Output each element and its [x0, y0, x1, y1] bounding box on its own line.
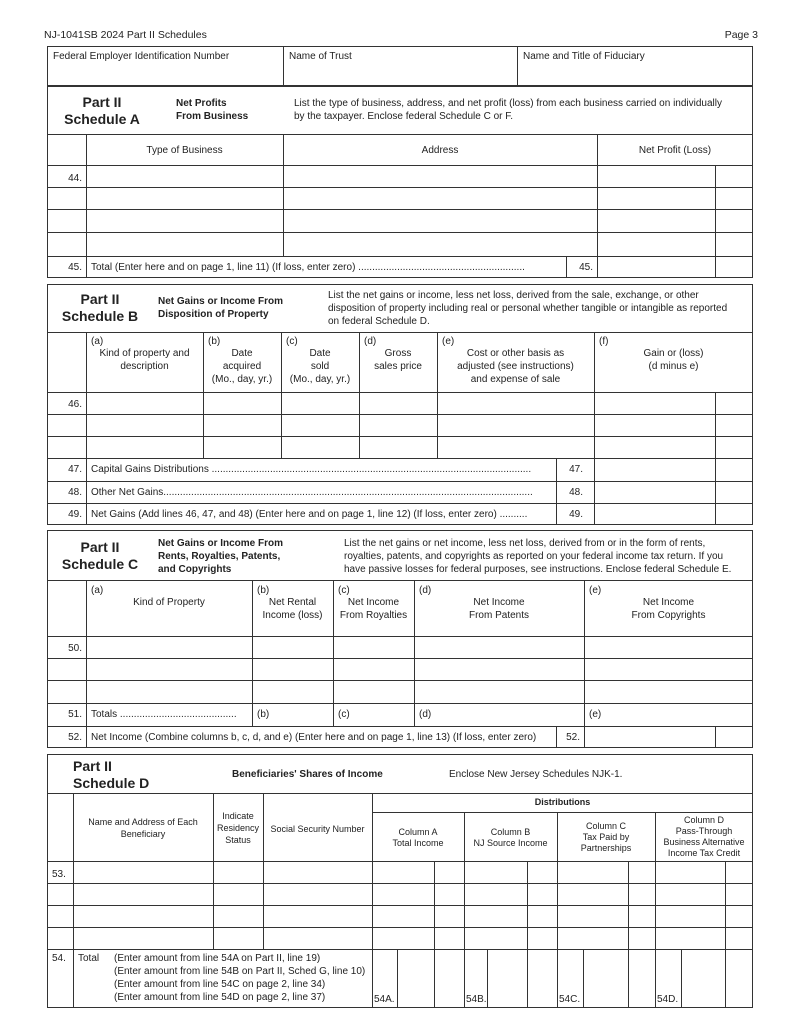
sc-col-a-l1: Kind of Property [133, 597, 205, 608]
schedule-a-part: Part II [82, 94, 122, 110]
col-b-l1: Column B [490, 827, 531, 837]
line-47-text: Capital Gains Distributions ................................................................................................................... [91, 464, 532, 475]
sc-col-d-l1: Net Income [473, 597, 525, 608]
sc-col-a-letter: (a) [91, 585, 104, 596]
line-48-text: Other Net Gains..................................................................................................................................... [91, 487, 533, 498]
line-53-number: 53. [52, 869, 66, 880]
col-d-letter: (d) [364, 336, 377, 347]
line-51-e: (e) [589, 709, 602, 720]
col-residency-l1: Indicate [222, 811, 254, 821]
sc-col-c-letter: (c) [338, 585, 350, 596]
col-c-l2: sold [310, 361, 330, 372]
line-47-ref: 47. [569, 464, 583, 475]
line-48-number: 48. [68, 487, 82, 498]
line-52-ref: 52. [566, 732, 580, 743]
line-53-name-input[interactable] [75, 863, 211, 882]
col-b-l1: Date [231, 348, 253, 359]
line-54-total: Total [78, 953, 100, 964]
line-51-b: (b) [257, 709, 270, 720]
schedule-d-note: Enclose New Jersey Schedules NJK-1. [449, 769, 623, 780]
col-f-l1: Gain or (loss) [643, 348, 704, 359]
trust-name-label: Name of Trust [289, 51, 352, 62]
sc-col-e-letter: (e) [589, 585, 602, 596]
schedule-c-desc-1: List the net gains or net income, less net loss, derived from or in the form of rents, [344, 538, 706, 549]
col-c-l2: Tax Paid by [582, 832, 630, 842]
schedule-c-part: Part II [80, 539, 120, 555]
schedule-c-subtitle-1: Net Gains or Income From [158, 538, 284, 549]
line-54d-input[interactable] [683, 951, 724, 1006]
ref-54d: 54D. [657, 994, 679, 1005]
line-54c-input[interactable] [585, 951, 627, 1006]
col-d-l1: Column D [683, 815, 724, 825]
col-e-l1: Cost or other basis as [466, 348, 565, 359]
col-c-l3: (Mo., day, yr.) [289, 374, 351, 385]
line-45-number: 45. [68, 262, 82, 273]
col-residency-l2: Residency [216, 823, 260, 833]
col-c-letter: (c) [286, 336, 298, 347]
col-f-l2: (d minus e) [648, 361, 699, 372]
fein-input[interactable] [50, 64, 280, 84]
col-a-l2: Total Income [392, 838, 444, 848]
line-50-input[interactable] [88, 638, 250, 657]
distributions-header: Distributions [534, 797, 591, 807]
col-b-l3: (Mo., day, yr.) [211, 374, 273, 385]
col-f-letter: (f) [599, 336, 609, 347]
col-type-of-business: Type of Business [146, 145, 223, 156]
line-49-ref: 49. [569, 509, 583, 520]
ref-54c: 54C. [559, 994, 581, 1005]
col-a-l2: description [120, 361, 169, 372]
line-52-number: 52. [68, 732, 82, 743]
schedule-a-title: Schedule A [64, 111, 140, 127]
sc-col-c-l1: Net Income [347, 597, 400, 608]
col-e-l2: adjusted (see instructions) [457, 361, 574, 372]
sc-col-d-l2: From Patents [468, 610, 530, 621]
schedule-b-part: Part II [80, 291, 120, 307]
col-c-l3: Partnerships [580, 843, 632, 853]
line-51-number: 51. [68, 709, 82, 720]
fiduciary-label: Name and Title of Fiduciary [523, 51, 645, 62]
line-52-text: Net Income (Combine columns b, c, d, and e) (Enter here and on page 1, line 13) (If loss, enter zero) [91, 732, 537, 743]
line-46-number: 46. [68, 399, 82, 410]
line-50-number: 50. [68, 643, 82, 654]
line-48-ref: 48. [569, 487, 583, 498]
schedule-b-subtitle-2: Disposition of Property [158, 309, 269, 320]
schedule-c-title: Schedule C [61, 556, 139, 572]
col-d-l2: Pass-Through [675, 826, 733, 836]
schedule-d-title: Schedule D [73, 775, 150, 791]
line-45-input[interactable] [599, 258, 713, 277]
line-54a-input[interactable] [399, 951, 433, 1006]
form-id: NJ-1041SB 2024 Part II Schedules [44, 29, 207, 41]
line-46-input[interactable] [88, 394, 201, 413]
fein-label: Federal Employer Identification Number [53, 51, 230, 62]
col-a-l1: Kind of property and [99, 348, 190, 359]
ref-54b: 54B. [466, 994, 487, 1005]
fiduciary-input[interactable] [520, 64, 750, 84]
sc-col-b-letter: (b) [257, 585, 270, 596]
sc-col-c-l2: From Royalties [339, 610, 408, 621]
line-47-input[interactable] [596, 460, 713, 479]
line-49-text: Net Gains (Add lines 46, 47, and 48) (Enter here and on page 1, line 12) (If loss, enter zero) .......... [91, 509, 528, 520]
col-a-letter: (a) [91, 336, 104, 347]
line-47-number: 47. [68, 464, 82, 475]
col-e-l3: and expense of sale [470, 374, 561, 385]
col-c-l1: Column C [585, 821, 626, 831]
line-52-input[interactable] [586, 728, 713, 747]
col-a-l1: Column A [398, 827, 438, 837]
sc-col-d-letter: (d) [419, 585, 432, 596]
line-54b-input[interactable] [489, 951, 526, 1006]
sc-col-b-l2: Income (loss) [262, 610, 323, 621]
schedule-a-subtitle-1: Net Profits [176, 98, 227, 109]
schedule-c-subtitle-3: and Copyrights [158, 564, 232, 575]
schedule-c-desc-2: royalties, patents, and copyrights as reported on your federal income tax return. If you [344, 551, 724, 562]
line-54-text-3: (Enter amount from line 54C on page 2, line 34) [114, 979, 326, 990]
ref-54a: 54A. [374, 994, 395, 1005]
col-address: Address [421, 145, 459, 156]
schedule-b-title: Schedule B [61, 308, 139, 324]
line-53-ssn-input[interactable] [265, 863, 370, 882]
col-b-l2: NJ Source Income [473, 838, 548, 848]
schedule-b-desc-3: on federal Schedule D. [328, 316, 430, 327]
col-b-l2: acquired [222, 361, 262, 372]
col-net-profit: Net Profit (Loss) [638, 145, 712, 156]
line-44-profit-input[interactable] [599, 167, 713, 186]
line-51-d: (d) [419, 709, 432, 720]
page-number: Page 3 [724, 29, 758, 41]
schedule-d-part: Part II [73, 758, 112, 774]
line-53-residency-input[interactable] [215, 863, 261, 882]
schedule-b-desc-1: List the net gains or income, less net loss, derived from the sale, exchange, or other [328, 290, 699, 301]
line-44-number: 44. [68, 173, 82, 184]
col-residency-l3: Status [225, 835, 251, 845]
trust-name-input[interactable] [286, 64, 514, 84]
line-48-input[interactable] [596, 483, 713, 502]
schedule-a-desc-1: List the type of business, address, and net profit (loss) from each business carried on individually [294, 98, 722, 109]
line-54-text-2: (Enter amount from line 54B on Part II, Sched G, line 10) [114, 966, 366, 977]
line-44-address-input[interactable] [285, 167, 595, 186]
col-b-letter: (b) [208, 336, 221, 347]
schedule-a-desc-2: by the taxpayer. Enclose federal Schedule C or F. [294, 111, 514, 122]
schedule-d-subtitle: Beneficiaries' Shares of Income [232, 769, 383, 780]
schedule-a-subtitle-2: From Business [176, 111, 249, 122]
line-45-text: Total (Enter here and on page 1, line 11) (If loss, enter zero) ............................................................ [91, 262, 525, 273]
col-e-letter: (e) [442, 336, 455, 347]
schedule-b-desc-2: disposition of property including real or personal whether tangible or intangible as reported [328, 303, 728, 314]
sc-col-e-l1: Net Income [642, 597, 695, 608]
col-d-l2: sales price [374, 361, 422, 372]
col-c-l1: Date [309, 348, 331, 359]
schedule-b-subtitle-1: Net Gains or Income From [158, 296, 284, 307]
col-d-l4: Income Tax Credit [667, 848, 741, 858]
sc-col-b-l1: Net Rental [268, 597, 317, 608]
line-51-text: Totals .......................................... [91, 709, 237, 720]
col-d-l3: Business Alternative [663, 837, 745, 847]
line-44-type-input[interactable] [88, 167, 281, 186]
line-51-c: (c) [338, 709, 350, 720]
line-54-text-4: (Enter amount from line 54D on page 2, line 37) [114, 992, 326, 1003]
line-45-ref: 45. [579, 262, 593, 273]
col-d-l1: Gross [384, 348, 412, 359]
col-name-l2: Beneficiary [120, 829, 166, 839]
line-54-text-1: (Enter amount from line 54A on Part II, line 19) [114, 953, 321, 964]
line-54-number: 54. [52, 953, 66, 964]
col-ssn: Social Security Number [270, 824, 365, 834]
schedule-c-desc-3: have passive losses for federal purposes, see instructions. Enclose federal Schedule E. [344, 564, 732, 575]
line-49-input[interactable] [596, 505, 713, 524]
line-49-number: 49. [68, 509, 82, 520]
schedule-c-subtitle-2: Rents, Royalties, Patents, [158, 551, 281, 562]
sc-col-e-l2: From Copyrights [631, 610, 706, 621]
col-name-l1: Name and Address of Each [88, 817, 198, 827]
